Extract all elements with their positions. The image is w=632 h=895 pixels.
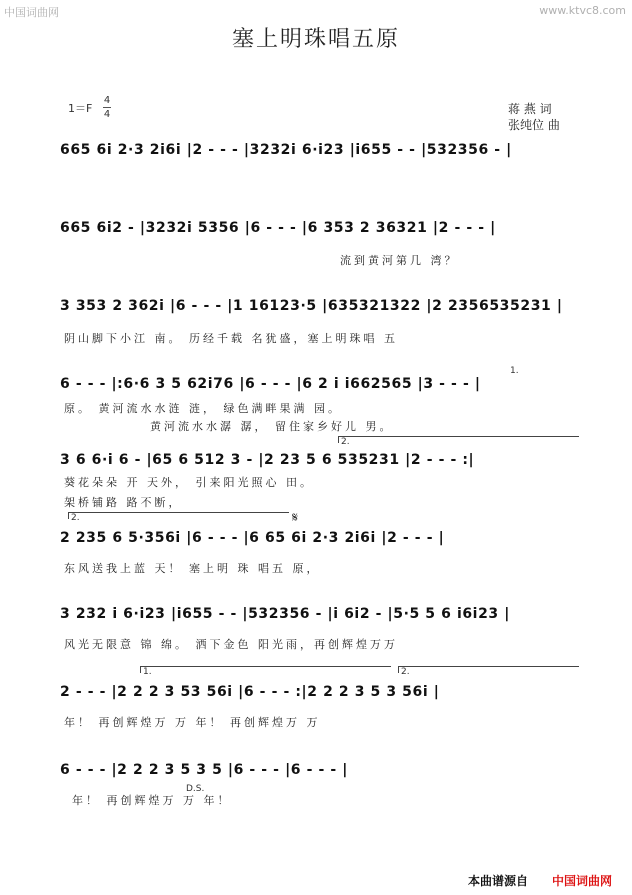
time-signature-top: 4 (103, 95, 111, 106)
segno-icon: 𝄋 (292, 510, 299, 526)
lyric-line-4b: 黄河流水水潺 潺， 留住家乡好儿 男。 (150, 420, 394, 433)
lyric-line-9: 年！ 再创辉煌万 万 年！ (72, 794, 232, 807)
volta-label: 2. (71, 513, 80, 523)
lyric-line-4a: 原。 黄河流水水涟 涟， 绿色满畔果满 园。 (64, 402, 342, 415)
notation-row-1 (60, 140, 600, 162)
time-signature-bottom: 4 (103, 109, 111, 120)
notation-row-3 (60, 296, 600, 318)
notation-row-2 (60, 218, 600, 240)
time-signature-divider (103, 107, 111, 108)
footer-site-link[interactable]: 中国词曲网 (552, 874, 613, 888)
watermark-right: www.ktvc8.com (539, 4, 626, 17)
row-notes: 665 6i2 - |3232i 5356 |6 - - - |6 353 2 36321 |2 - - - | (60, 220, 496, 236)
lyric-line-7: 风光无限意 锦 绵。 洒下金色 阳光雨，再创辉煌万万 (64, 638, 398, 651)
notation-row-6 (60, 528, 600, 550)
volta-bracket-4 (140, 666, 391, 673)
notation-row-9 (60, 760, 600, 782)
lyric-line-6: 东风送我上蓝 天！ 塞上明 珠 唱五 原， (64, 562, 321, 575)
volta-bracket-5 (398, 666, 579, 673)
row-notes: 6 - - - |:6·6 3 5 62i76 |6 - - - |6 2 i i662565 |3 - - - | (60, 376, 481, 392)
row-notes: 665 6i 2·3 2i6i |2 - - - |3232i 6·i23 |i655 - - |532356 - | (60, 142, 512, 158)
lyric-line-8: 年！ 再创辉煌万 万 年！ 再创辉煌万 万 (64, 716, 321, 729)
lyric-line-5b: 架桥铺路 路不断， (64, 496, 183, 509)
composer-credit: 张纯位 曲 (508, 118, 560, 132)
time-signature (103, 95, 111, 120)
volta-label: 1. (143, 667, 152, 677)
lyricist-credit: 蒋 燕 词 (508, 102, 552, 116)
watermark-left: 中国词曲网 (4, 6, 59, 19)
row-notes: 2 - - - |2 2 2 3 53 56i |6 - - - :|2 2 2 3 5 3 56i | (60, 684, 440, 700)
row-notes: 3 232 i 6·i23 |i655 - - |532356 - |i 6i2 - |5·5 5 6 i6i23 | (60, 606, 510, 622)
notation-row-7 (60, 604, 600, 626)
ds-marker: D.S. (186, 784, 205, 794)
volta-bracket-2 (338, 436, 579, 443)
notation-row-4 (60, 374, 600, 396)
lyric-line-5a: 葵花朵朵 开 天外， 引来阳光照心 田。 (64, 476, 314, 489)
notation-row-8 (60, 682, 600, 704)
volta-label: 2. (341, 437, 350, 447)
lyric-line-3: 阴山脚下小江 南。 历经千载 名犹盛，塞上明珠唱 五 (64, 332, 398, 345)
footer-source-label: 本曲谱源自 (468, 874, 529, 888)
row-notes: 2 235 6 5·356i |6 - - - |6 65 6i 2·3 2i6i |2 - - - | (60, 530, 445, 546)
row-notes: 6 - - - |2 2 2 3 5 3 5 |6 - - - |6 - - - | (60, 762, 348, 778)
volta-marker: 1. (510, 366, 519, 376)
volta-label: 2. (401, 667, 410, 677)
lyric-line-2: 流到黄河第几 湾？ (340, 254, 459, 267)
notation-row-5 (60, 450, 600, 472)
song-title: 塞上明珠唱五原 (231, 27, 400, 52)
row-notes: 3 353 2 362i |6 - - - |1 16123·5 |635321322 |2 2356535231 | (60, 298, 563, 314)
key-signature: 1＝F (68, 102, 93, 115)
volta-bracket-3 (68, 512, 289, 519)
row-notes: 3 6 6·i 6 - |65 6 512 3 - |2 23 5 6 535231 |2 - - - :| (60, 452, 475, 468)
